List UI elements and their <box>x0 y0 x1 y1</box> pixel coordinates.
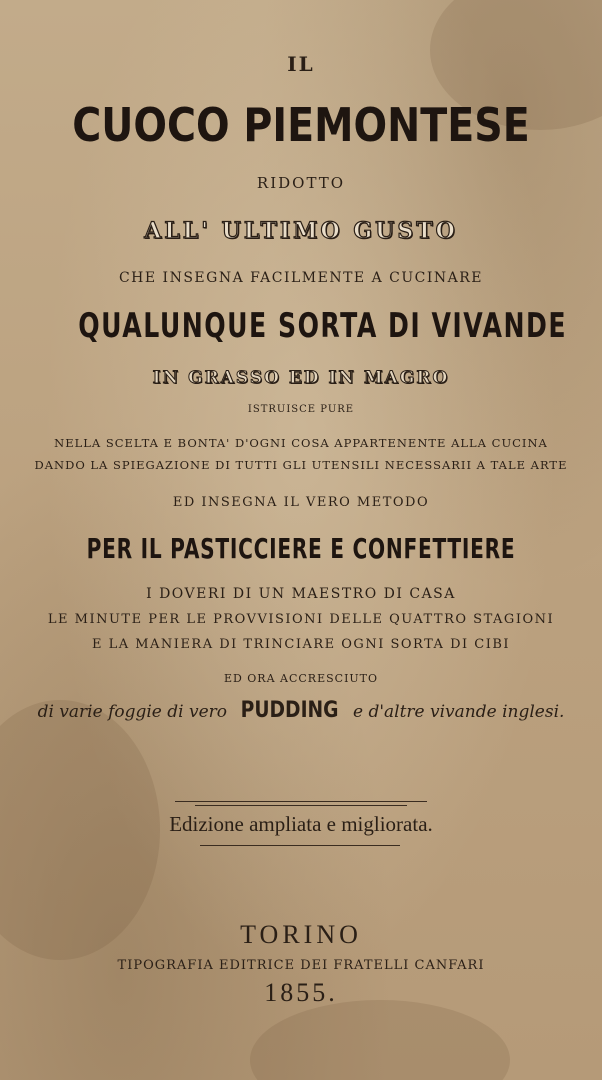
pudding-word: PUDDING <box>241 698 339 723</box>
pudding-suffix: e d'altre vivande inglesi. <box>353 702 565 722</box>
article-il: IL <box>287 52 315 76</box>
book-title: CUOCO PIEMONTESE <box>72 98 530 152</box>
headline-qualunque: QUALUNQUE SORTA DI VIVANDE <box>78 306 568 346</box>
imprint-year: 1855. <box>264 978 338 1007</box>
text-maniera: E LA MANIERA DI TRINCIARE OGNI SORTA DI CIBI <box>91 637 511 652</box>
imprint-city: TORINO <box>240 920 362 949</box>
text-minute: LE MINUTE PER LE PROVVISIONI DELLE QUATTRO STAGIONI <box>47 612 555 627</box>
text-nella-scelta: NELLA SCELTA E BONTA' D'OGNI COSA APPARTENENTE ALLA CUCINA <box>54 436 548 450</box>
imprint-publisher: TIPOGRAFIA EDITRICE DEI FRATELLI CANFARI <box>117 958 485 973</box>
text-accresciuto: ED ORA ACCRESCIUTO <box>223 672 379 685</box>
headline-pasticciere: PER IL PASTICCIERE E CONFETTIERE <box>86 532 516 565</box>
divider-top-inner <box>195 805 407 806</box>
divider-top <box>175 801 427 802</box>
subtitle-grasso-magro: IN GRASSO ED IN MAGRO <box>152 368 450 388</box>
text-istruisce: ISTRUISCE PURE <box>247 404 355 415</box>
subtitle-ridotto: RIDOTTO <box>256 174 346 192</box>
subtitle-ultimo-gusto: ALL' ULTIMO GUSTO <box>144 218 458 244</box>
divider-bottom <box>200 845 400 846</box>
paper-stain <box>250 1000 510 1080</box>
text-vero-metodo: ED INSEGNA IL VERO METODO <box>172 495 430 510</box>
edition-note: Edizione ampliata e migliorata. <box>169 812 433 836</box>
description-insegna: CHE INSEGNA FACILMENTE A CUCINARE <box>118 270 484 286</box>
handwritten-pudding-line <box>0 698 602 723</box>
text-dando: DANDO LA SPIEGAZIONE DI TUTTI GLI UTENSILI NECESSARII A TALE ARTE <box>34 458 568 472</box>
text-doveri: I DOVERI DI UN MAESTRO DI CASA <box>146 586 456 602</box>
pudding-prefix: di varie foggie di vero <box>37 702 228 722</box>
